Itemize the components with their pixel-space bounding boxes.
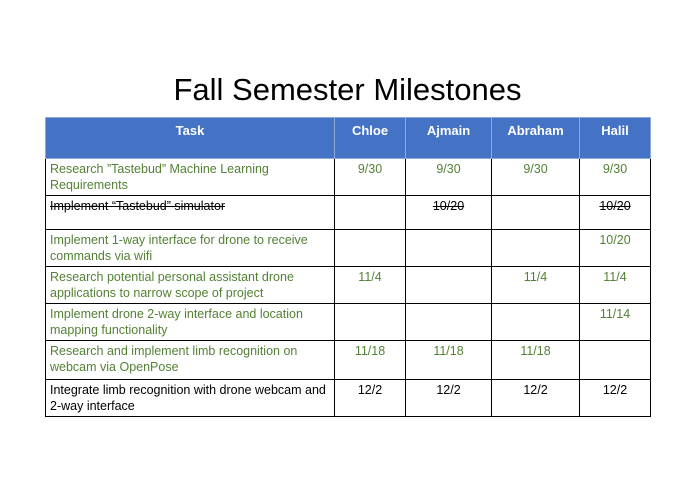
table-row [46,159,651,196]
table-row [46,380,651,417]
task-cell: Research ”Tastebud” Machine Learning Requirements [46,159,335,196]
date-cell: 10/20 [406,196,492,230]
milestones-table [45,117,651,417]
date-cell: 12/2 [492,380,580,417]
table-row [46,267,651,304]
date-cell: 12/2 [580,380,651,417]
table-row [46,341,651,380]
date-cell: 11/18 [406,341,492,380]
date-cell: 10/20 [580,230,651,267]
date-cell [335,304,406,341]
table-row [46,304,651,341]
date-cell: 10/20 [580,196,651,230]
date-cell: 11/4 [580,267,651,304]
date-cell [492,304,580,341]
task-cell: Research and implement limb recognition on webcam via OpenPose [46,341,335,380]
date-cell: 12/2 [335,380,406,417]
date-cell [406,230,492,267]
date-cell [335,196,406,230]
task-cell: Implement drone 2-way interface and location mapping functionality [46,304,335,341]
task-cell: Implement “Tastebud” simulator [46,196,335,230]
date-cell [406,304,492,341]
task-cell: Research potential personal assistant drone applications to narrow scope of project [46,267,335,304]
date-cell [580,341,651,380]
date-cell: 11/18 [492,341,580,380]
date-cell [406,267,492,304]
page-title: Fall Semester Milestones [173,72,522,107]
date-cell [492,196,580,230]
date-cell: 11/4 [335,267,406,304]
date-cell [335,230,406,267]
column-header-abraham: Abraham [492,118,580,159]
table-row [46,230,651,267]
task-cell: Integrate limb recognition with drone webcam and 2-way interface [46,380,335,417]
date-cell: 11/4 [492,267,580,304]
header-row [46,118,651,159]
date-cell: 9/30 [492,159,580,196]
column-header-task: Task [46,118,335,159]
date-cell: 11/14 [580,304,651,341]
task-cell: Implement 1-way interface for drone to receive commands via wifi [46,230,335,267]
column-header-halil: Halil [580,118,651,159]
date-cell: 9/30 [580,159,651,196]
date-cell [492,230,580,267]
date-cell: 12/2 [406,380,492,417]
date-cell: 9/30 [406,159,492,196]
column-header-ajmain: Ajmain [406,118,492,159]
date-cell: 9/30 [335,159,406,196]
table-row [46,196,651,230]
column-header-chloe: Chloe [335,118,406,159]
date-cell: 11/18 [335,341,406,380]
